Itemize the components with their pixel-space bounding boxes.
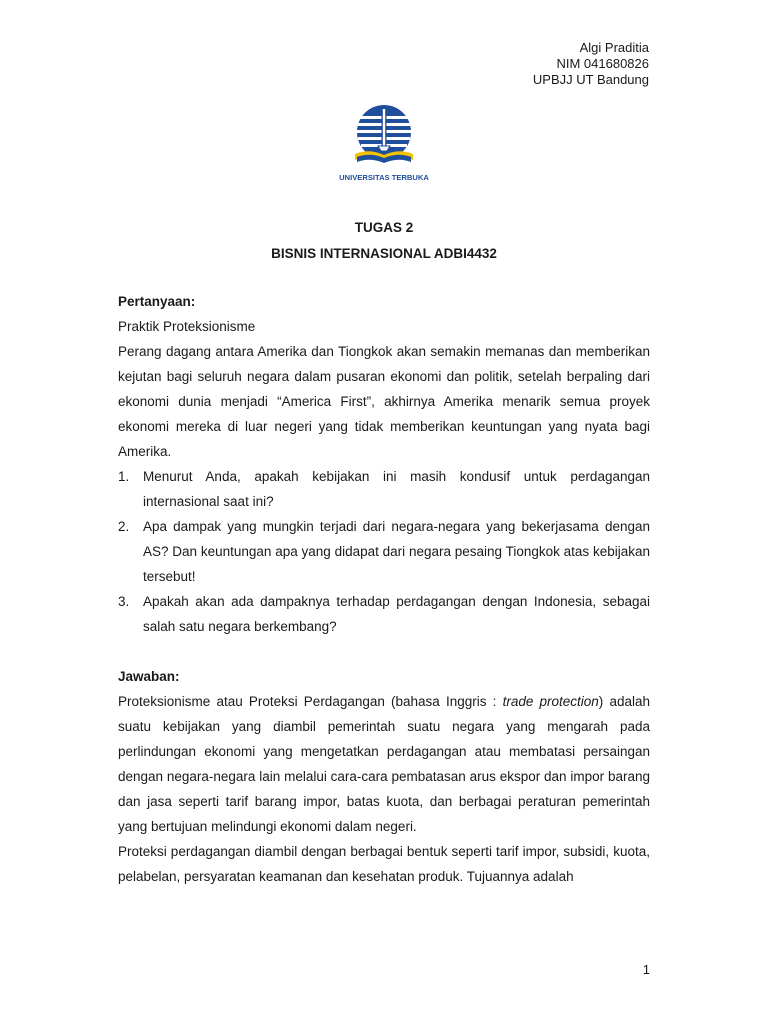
answer-paragraph-2: Proteksi perdagangan diambil dengan berbagai bentuk seperti tarif impor, subsidi, kuota, pelabelan, persyaratan keamanan dan kesehatan produk. Tujuannya adalah [118,844,650,884]
question-number: 1. [118,469,130,484]
question-list [118,464,650,639]
answer-italic-term: trade protection [502,694,599,709]
logo-text: UNIVERSITAS TERBUKA [339,173,429,182]
question-number: 3. [118,594,130,609]
answer-paragraph-1 [118,689,650,839]
question-item [118,464,650,514]
author-nim: NIM 041680826 [556,56,649,71]
question-item [118,514,650,589]
page-title: TUGAS 2 [354,220,414,235]
answer-text: Proteksionisme atau Proteksi Perdagangan (bahasa Inggris : [118,694,503,709]
question-item [118,589,650,639]
section-spacer [118,639,650,664]
page-number: 1 [642,962,650,977]
question-text: Menurut Anda, apakah kebijakan ini masih kondusif untuk perdagangan internasional saat ini? [143,469,650,509]
university-logo [333,102,435,188]
answer-heading: Jawaban: [118,669,180,684]
question-paragraph: Perang dagang antara Amerika dan Tiongkok akan semakin memanas dan memberikan kejutan bagi seluruh negara dalam pusaran ekonomi dan politik, setelah berpaling dari ekonomi dunia menjadi “America First”, akhirnya Amerika menarik semua proyek ekonomi mereka di luar negeri yang tidak memberikan keuntungan yang nyata bagi Amerika. [118,344,650,459]
author-block [533,40,649,88]
author-name: Algi Praditia [579,40,649,55]
question-text: Apa dampak yang mungkin terjadi dari negara-negara yang bekerjasama dengan AS? Dan keuntungan apa yang didapat dari negara pesaing Tiongkok atas kebijakan tersebut! [143,519,650,584]
author-unit: UPBJJ UT Bandung [532,72,649,87]
question-topic: Praktik Proteksionisme [118,319,256,334]
question-number: 2. [118,519,130,534]
document-body [118,289,650,889]
title-block [0,215,768,267]
course-title: BISNIS INTERNASIONAL ADBI4432 [271,246,497,261]
question-heading: Pertanyaan: [118,294,196,309]
question-text: Apakah akan ada dampaknya terhadap perdagangan dengan Indonesia, sebagai salah satu negara berkembang? [143,594,650,634]
answer-text: ) adalah suatu kebijakan yang diambil pemerintah suatu negara yang mengarah pada perlindungan ekonomi yang mengetatkan perdagangan atau membatasi persaingan dengan negara-negara lain melalui cara-cara pembatasan arus ekspor dan impor barang dan jasa seperti tarif barang impor, batas kuota, dan berbagai peraturan pemerintah yang bertujuan melindungi ekonomi dalam negeri. [118,694,650,834]
